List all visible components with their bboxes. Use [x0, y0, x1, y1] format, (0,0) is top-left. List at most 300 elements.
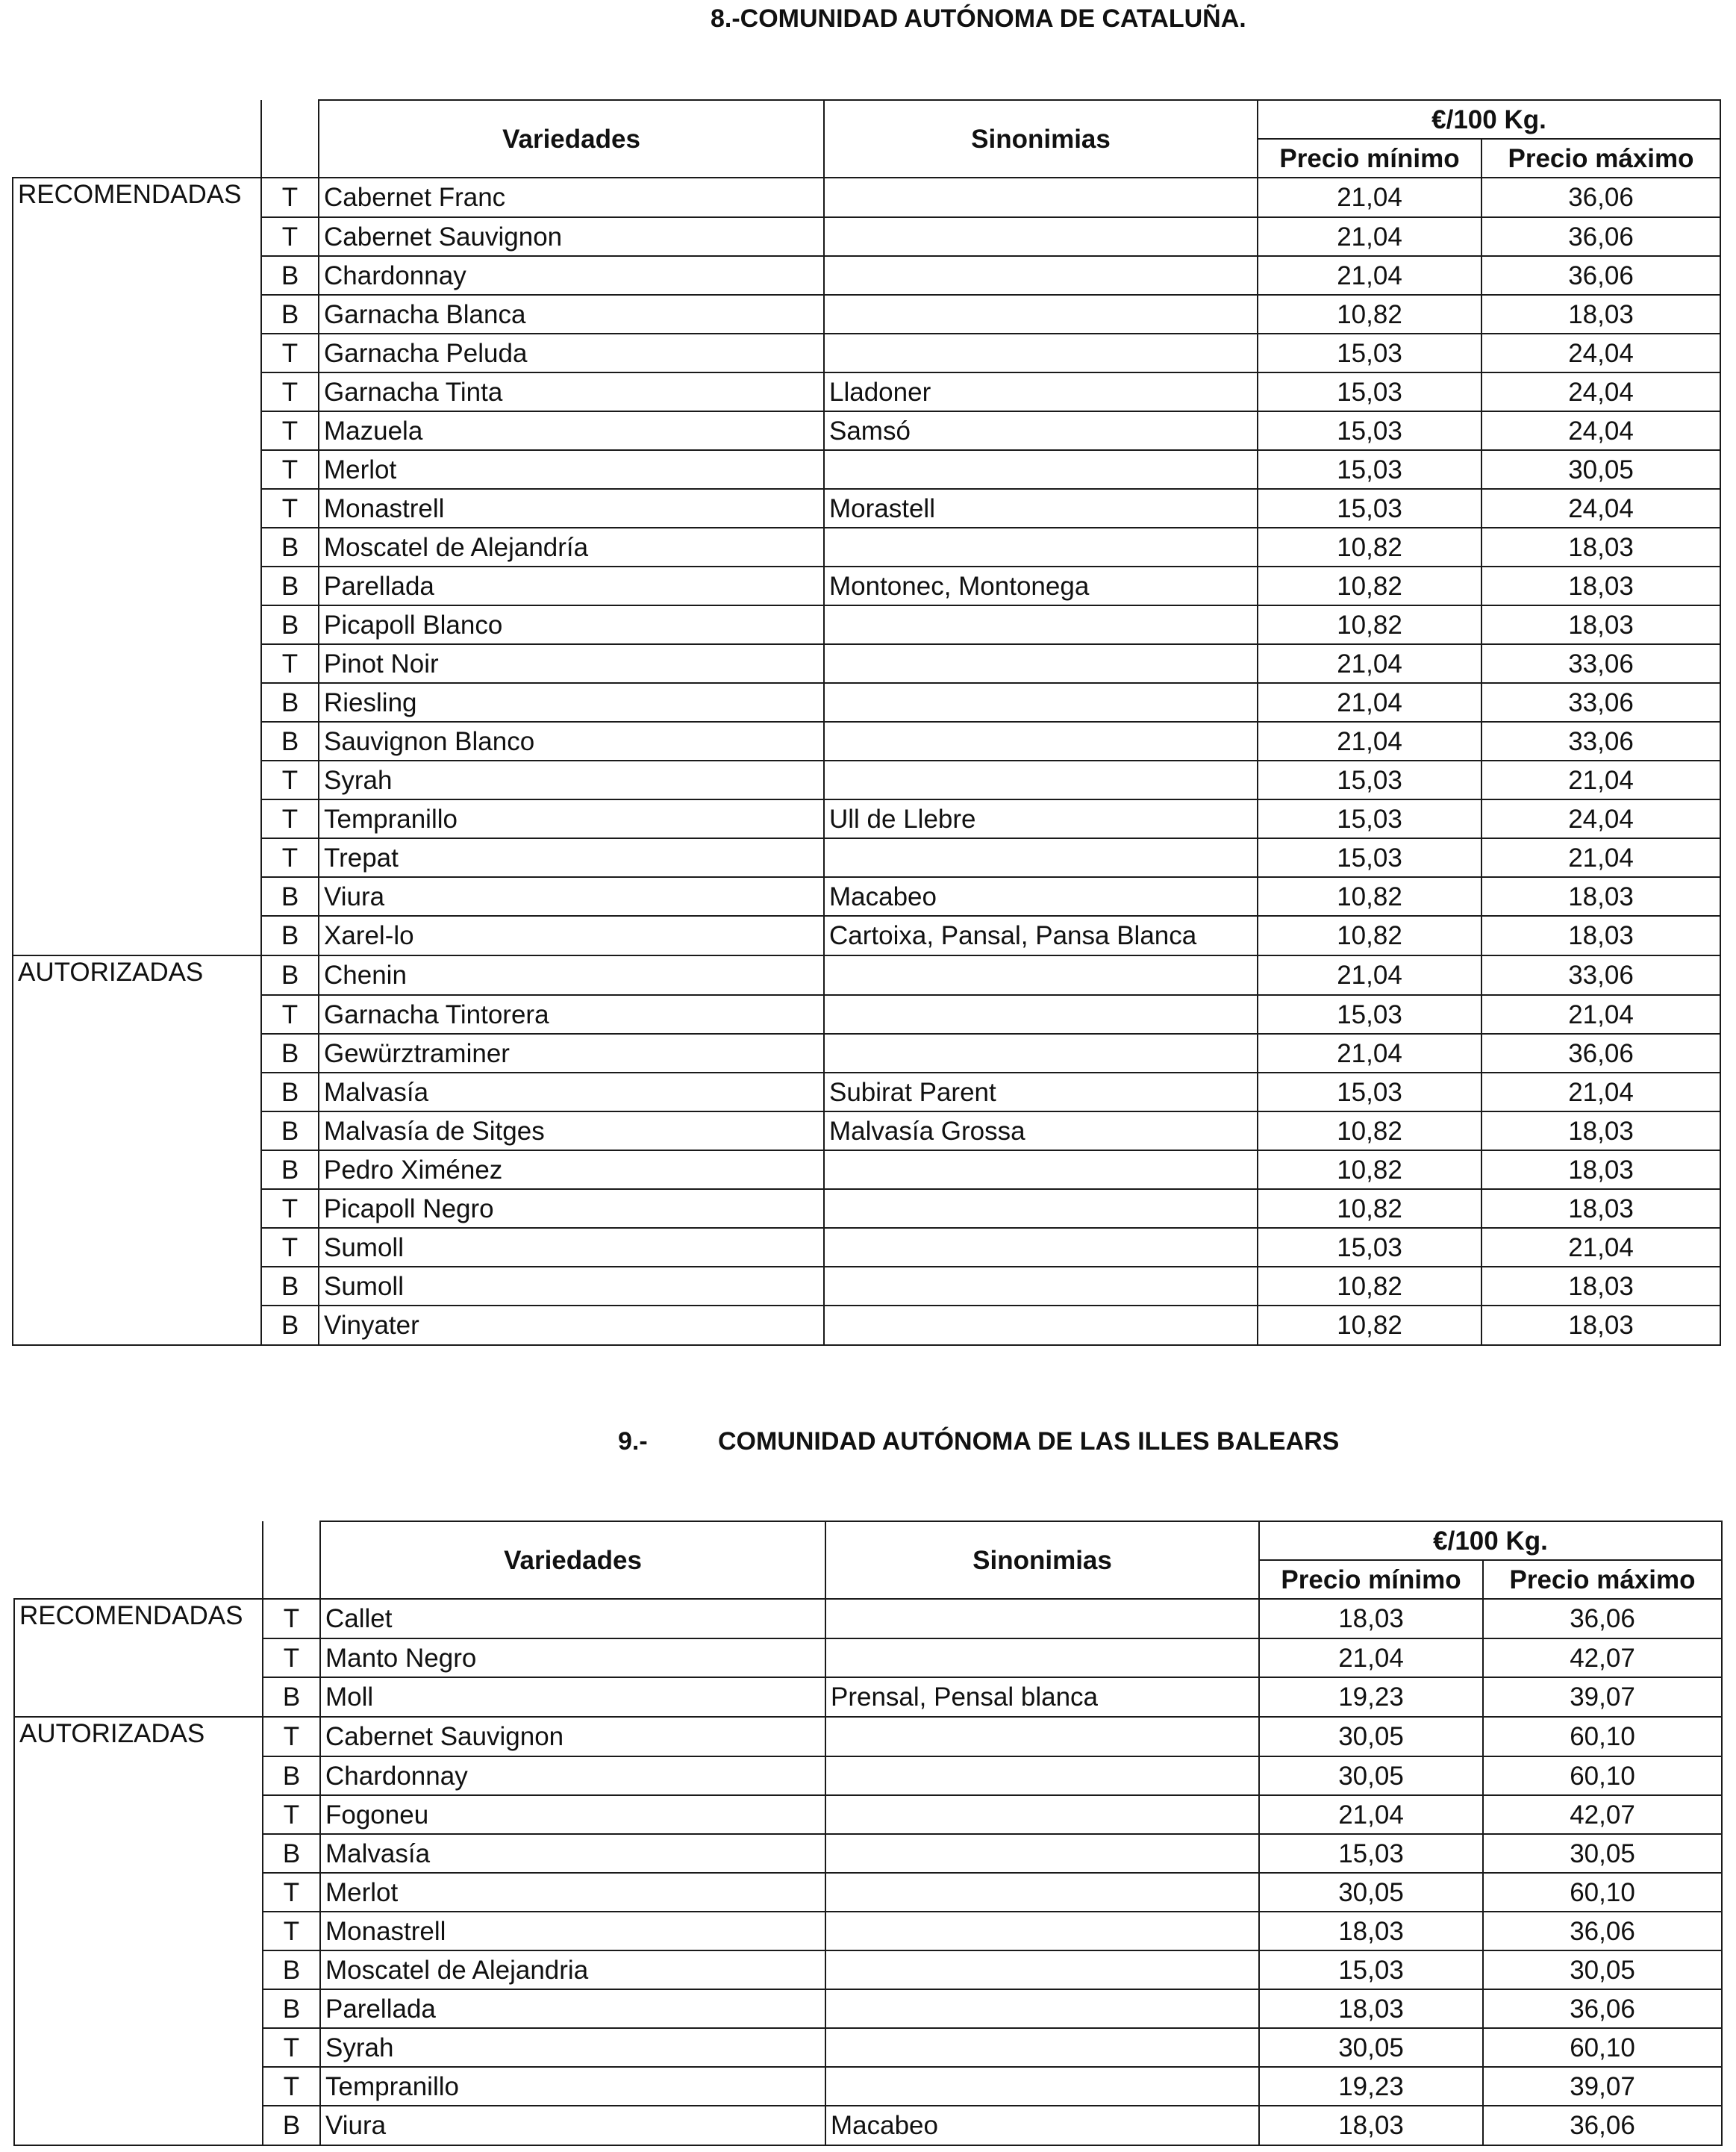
table-row — [13, 372, 1720, 411]
table-row — [13, 450, 1720, 489]
variety-cell: Syrah — [320, 2028, 825, 2067]
price-max-cell: 18,03 — [1481, 877, 1720, 916]
color-code-cell: B — [261, 1111, 319, 1150]
variety-cell: Gewürztraminer — [319, 1034, 824, 1073]
category-cell — [14, 2106, 263, 2145]
table-row — [13, 217, 1720, 256]
variety-cell: Monastrell — [320, 1912, 825, 1950]
category-cell — [13, 411, 261, 450]
price-min-cell: 15,03 — [1258, 761, 1481, 799]
price-max-cell: 60,10 — [1483, 2028, 1722, 2067]
price-min-cell: 21,04 — [1258, 644, 1481, 683]
price-max-cell: 21,04 — [1481, 761, 1720, 799]
price-min-cell: 15,03 — [1258, 838, 1481, 877]
price-min-cell: 10,82 — [1258, 1150, 1481, 1189]
variety-cell: Fogoneu — [320, 1795, 825, 1834]
color-code-cell: T — [261, 489, 319, 528]
synonyms-cell — [824, 605, 1258, 644]
table-row — [13, 761, 1720, 799]
color-code-cell: B — [261, 1034, 319, 1073]
price-max-cell: 24,04 — [1481, 334, 1720, 372]
synonyms-cell — [825, 1717, 1259, 1756]
price-min-cell: 15,03 — [1258, 489, 1481, 528]
variety-cell: Garnacha Peluda — [319, 334, 824, 372]
table-row — [14, 2106, 1722, 2145]
variety-cell: Chenin — [319, 955, 824, 995]
price-table-cataluna — [12, 99, 1721, 1346]
table-row — [14, 1638, 1722, 1677]
color-code-cell: B — [261, 295, 319, 334]
price-max-cell: 36,06 — [1481, 217, 1720, 256]
synonyms-cell — [825, 1599, 1259, 1638]
table-row — [13, 1189, 1720, 1228]
price-max-cell: 36,06 — [1483, 2106, 1722, 2145]
color-code-cell: T — [261, 995, 319, 1034]
price-min-cell: 30,05 — [1259, 1717, 1483, 1756]
table-row — [13, 334, 1720, 372]
table-body — [13, 100, 1720, 1345]
table-row — [13, 1073, 1720, 1111]
color-code-cell: B — [261, 567, 319, 605]
table-row — [14, 1677, 1722, 1717]
category-cell — [14, 1756, 263, 1795]
variety-cell: Merlot — [320, 1873, 825, 1912]
variety-cell: Picapoll Negro — [319, 1189, 824, 1228]
category-cell — [13, 799, 261, 838]
header-blank-cell — [13, 100, 261, 178]
category-cell — [14, 1677, 263, 1717]
category-cell — [13, 372, 261, 411]
category-cell — [13, 605, 261, 644]
synonyms-cell — [824, 683, 1258, 722]
category-cell — [13, 1267, 261, 1306]
variety-cell: Parellada — [319, 567, 824, 605]
category-cell — [13, 877, 261, 916]
color-code-cell: T — [261, 411, 319, 450]
category-cell — [13, 256, 261, 295]
table-row — [14, 1873, 1722, 1912]
category-label: RECOMENDADAS — [13, 178, 261, 217]
color-code-cell: B — [261, 1073, 319, 1111]
price-min-cell: 18,03 — [1259, 2106, 1483, 2145]
synonyms-cell — [825, 1873, 1259, 1912]
price-min-cell: 15,03 — [1258, 799, 1481, 838]
header-unit: €/100 Kg. — [1259, 1521, 1722, 1560]
header-precio-maximo: Precio máximo — [1481, 139, 1720, 178]
category-cell — [13, 644, 261, 683]
price-max-cell: 42,07 — [1483, 1795, 1722, 1834]
synonyms-cell — [825, 1756, 1259, 1795]
color-code-cell: B — [261, 1267, 319, 1306]
variety-cell: Cabernet Franc — [319, 178, 824, 217]
price-min-cell: 21,04 — [1258, 256, 1481, 295]
color-code-cell: T — [261, 1228, 319, 1267]
variety-cell: Malvasía — [320, 1834, 825, 1873]
variety-cell: Manto Negro — [320, 1638, 825, 1677]
color-code-cell: T — [261, 644, 319, 683]
section-8-title: 8.-COMUNIDAD AUTÓNOMA DE CATALUÑA. — [711, 4, 1246, 33]
price-min-cell: 21,04 — [1258, 1034, 1481, 1073]
price-max-cell: 36,06 — [1483, 1989, 1722, 2028]
color-code-cell: T — [263, 1912, 320, 1950]
price-max-cell: 39,07 — [1483, 1677, 1722, 1717]
category-cell — [13, 916, 261, 955]
color-code-cell: T — [263, 1795, 320, 1834]
price-max-cell: 33,06 — [1481, 722, 1720, 761]
price-min-cell: 19,23 — [1259, 2067, 1483, 2106]
variety-cell: Cabernet Sauvignon — [319, 217, 824, 256]
color-code-cell: T — [263, 1638, 320, 1677]
category-cell — [14, 1873, 263, 1912]
synonyms-cell: Malvasía Grossa — [824, 1111, 1258, 1150]
table-row — [14, 2028, 1722, 2067]
color-code-cell: T — [261, 217, 319, 256]
price-max-cell: 60,10 — [1483, 1756, 1722, 1795]
price-max-cell: 18,03 — [1481, 528, 1720, 567]
table-row — [13, 178, 1720, 217]
table-row — [13, 683, 1720, 722]
variety-cell: Moll — [320, 1677, 825, 1717]
price-max-cell: 18,03 — [1481, 567, 1720, 605]
color-code-cell: T — [261, 838, 319, 877]
synonyms-cell: Macabeo — [825, 2106, 1259, 2145]
category-cell — [13, 489, 261, 528]
price-max-cell: 36,06 — [1481, 1034, 1720, 1073]
synonyms-cell: Lladoner — [824, 372, 1258, 411]
price-min-cell: 30,05 — [1259, 1873, 1483, 1912]
table-row — [13, 1034, 1720, 1073]
category-cell — [13, 838, 261, 877]
price-max-cell: 39,07 — [1483, 2067, 1722, 2106]
price-min-cell: 10,82 — [1258, 1306, 1481, 1345]
price-min-cell: 30,05 — [1259, 1756, 1483, 1795]
color-code-cell: B — [261, 1306, 319, 1345]
synonyms-cell — [824, 1267, 1258, 1306]
price-max-cell: 42,07 — [1483, 1638, 1722, 1677]
synonyms-cell — [825, 1795, 1259, 1834]
header-variedades: Variedades — [319, 100, 824, 178]
synonyms-cell — [824, 955, 1258, 995]
category-cell — [13, 567, 261, 605]
category-cell — [13, 722, 261, 761]
price-max-cell: 18,03 — [1481, 1150, 1720, 1189]
synonyms-cell: Cartoixa, Pansal, Pansa Blanca — [824, 916, 1258, 955]
synonyms-cell — [825, 2067, 1259, 2106]
synonyms-cell — [824, 1306, 1258, 1345]
table-row — [13, 1111, 1720, 1150]
price-min-cell: 15,03 — [1258, 334, 1481, 372]
table-row — [14, 1756, 1722, 1795]
variety-cell: Moscatel de Alejandria — [320, 1950, 825, 1989]
section-9-title: COMUNIDAD AUTÓNOMA DE LAS ILLES BALEARS — [718, 1427, 1340, 1456]
variety-cell: Vinyater — [319, 1306, 824, 1345]
category-cell — [13, 1150, 261, 1189]
header-blank-cell — [261, 100, 319, 178]
table-row — [13, 877, 1720, 916]
synonyms-cell — [824, 761, 1258, 799]
price-max-cell: 21,04 — [1481, 838, 1720, 877]
price-max-cell: 18,03 — [1481, 1267, 1720, 1306]
synonyms-cell — [824, 295, 1258, 334]
variety-cell: Garnacha Blanca — [319, 295, 824, 334]
price-min-cell: 21,04 — [1258, 683, 1481, 722]
price-table-illes-balears — [13, 1521, 1723, 2146]
variety-cell: Pinot Noir — [319, 644, 824, 683]
category-cell — [14, 1912, 263, 1950]
header-row — [13, 100, 1720, 139]
category-cell — [13, 528, 261, 567]
color-code-cell: B — [261, 1150, 319, 1189]
color-code-cell: T — [263, 1873, 320, 1912]
price-min-cell: 10,82 — [1258, 916, 1481, 955]
category-cell — [13, 1034, 261, 1073]
price-max-cell: 18,03 — [1481, 1111, 1720, 1150]
synonyms-cell: Morastell — [824, 489, 1258, 528]
header-sinonimias: Sinonimias — [825, 1521, 1259, 1599]
color-code-cell: T — [263, 2028, 320, 2067]
table-row — [13, 567, 1720, 605]
category-cell — [13, 1073, 261, 1111]
synonyms-cell — [824, 334, 1258, 372]
variety-cell: Syrah — [319, 761, 824, 799]
category-cell — [13, 683, 261, 722]
price-max-cell: 18,03 — [1481, 916, 1720, 955]
color-code-cell: B — [263, 1950, 320, 1989]
price-min-cell: 30,05 — [1259, 2028, 1483, 2067]
table-row — [13, 916, 1720, 955]
variety-cell: Garnacha Tinta — [319, 372, 824, 411]
color-code-cell: B — [263, 1756, 320, 1795]
category-cell — [14, 1795, 263, 1834]
color-code-cell: T — [261, 178, 319, 217]
variety-cell: Xarel-lo — [319, 916, 824, 955]
category-cell — [13, 1111, 261, 1150]
color-code-cell: T — [263, 1717, 320, 1756]
color-code-cell: T — [261, 799, 319, 838]
price-min-cell: 21,04 — [1258, 722, 1481, 761]
header-precio-minimo: Precio mínimo — [1258, 139, 1481, 178]
color-code-cell: B — [261, 605, 319, 644]
variety-cell: Malvasía de Sitges — [319, 1111, 824, 1150]
table-row — [14, 1795, 1722, 1834]
price-max-cell: 21,04 — [1481, 1073, 1720, 1111]
category-cell — [13, 761, 261, 799]
price-max-cell: 36,06 — [1483, 1912, 1722, 1950]
synonyms-cell — [824, 995, 1258, 1034]
price-min-cell: 10,82 — [1258, 528, 1481, 567]
table-row — [13, 799, 1720, 838]
table-row — [13, 411, 1720, 450]
variety-cell: Viura — [320, 2106, 825, 2145]
price-min-cell: 21,04 — [1258, 178, 1481, 217]
color-code-cell: B — [261, 722, 319, 761]
synonyms-cell: Montonec, Montonega — [824, 567, 1258, 605]
price-min-cell: 10,82 — [1258, 1111, 1481, 1150]
price-max-cell: 36,06 — [1481, 256, 1720, 295]
category-cell — [14, 1638, 263, 1677]
table-row — [13, 295, 1720, 334]
price-max-cell: 30,05 — [1481, 450, 1720, 489]
section-9-number: 9.- — [618, 1427, 648, 1456]
synonyms-cell — [825, 1950, 1259, 1989]
price-max-cell: 33,06 — [1481, 683, 1720, 722]
category-cell — [13, 334, 261, 372]
price-min-cell: 10,82 — [1258, 605, 1481, 644]
color-code-cell: T — [261, 1189, 319, 1228]
color-code-cell: B — [261, 916, 319, 955]
synonyms-cell — [824, 217, 1258, 256]
table-row — [14, 1989, 1722, 2028]
variety-cell: Tempranillo — [319, 799, 824, 838]
color-code-cell: B — [261, 528, 319, 567]
price-min-cell: 10,82 — [1258, 1267, 1481, 1306]
price-min-cell: 15,03 — [1258, 1228, 1481, 1267]
price-max-cell: 21,04 — [1481, 1228, 1720, 1267]
price-max-cell: 24,04 — [1481, 372, 1720, 411]
header-row — [14, 1521, 1722, 1560]
synonyms-cell: Subirat Parent — [824, 1073, 1258, 1111]
header-variedades: Variedades — [320, 1521, 825, 1599]
table-row — [13, 838, 1720, 877]
table-row — [13, 528, 1720, 567]
synonyms-cell — [824, 450, 1258, 489]
category-cell — [13, 217, 261, 256]
category-label: AUTORIZADAS — [13, 955, 261, 995]
synonyms-cell: Macabeo — [824, 877, 1258, 916]
synonyms-cell — [825, 1989, 1259, 2028]
synonyms-cell — [825, 1912, 1259, 1950]
color-code-cell: B — [261, 877, 319, 916]
variety-cell: Chardonnay — [320, 1756, 825, 1795]
variety-cell: Parellada — [320, 1989, 825, 2028]
category-cell — [14, 2067, 263, 2106]
color-code-cell: B — [261, 256, 319, 295]
category-cell — [13, 450, 261, 489]
variety-cell: Moscatel de Alejandría — [319, 528, 824, 567]
table-row — [13, 722, 1720, 761]
synonyms-cell — [824, 1034, 1258, 1073]
category-cell — [14, 1950, 263, 1989]
price-max-cell: 33,06 — [1481, 644, 1720, 683]
table-row — [13, 605, 1720, 644]
price-max-cell: 18,03 — [1481, 1306, 1720, 1345]
table-row — [14, 1717, 1722, 1756]
price-max-cell: 24,04 — [1481, 411, 1720, 450]
price-max-cell: 21,04 — [1481, 995, 1720, 1034]
price-max-cell: 24,04 — [1481, 489, 1720, 528]
table-row — [14, 1599, 1722, 1638]
table-row — [13, 1150, 1720, 1189]
variety-cell: Riesling — [319, 683, 824, 722]
category-label: RECOMENDADAS — [14, 1599, 263, 1638]
price-max-cell: 36,06 — [1483, 1599, 1722, 1638]
category-cell — [13, 1306, 261, 1345]
price-max-cell: 30,05 — [1483, 1834, 1722, 1873]
header-precio-minimo: Precio mínimo — [1259, 1560, 1483, 1599]
price-min-cell: 21,04 — [1258, 955, 1481, 995]
price-max-cell: 60,10 — [1483, 1717, 1722, 1756]
synonyms-cell: Samsó — [824, 411, 1258, 450]
synonyms-cell — [824, 1228, 1258, 1267]
variety-cell: Garnacha Tintorera — [319, 995, 824, 1034]
price-max-cell: 24,04 — [1481, 799, 1720, 838]
header-unit: €/100 Kg. — [1258, 100, 1720, 139]
color-code-cell: B — [263, 1989, 320, 2028]
table-row — [14, 1834, 1722, 1873]
table-body — [14, 1521, 1722, 2145]
synonyms-cell — [825, 1834, 1259, 1873]
variety-cell: Viura — [319, 877, 824, 916]
price-min-cell: 19,23 — [1259, 1677, 1483, 1717]
price-max-cell: 18,03 — [1481, 1189, 1720, 1228]
category-cell — [14, 1834, 263, 1873]
synonyms-cell — [824, 838, 1258, 877]
variety-cell: Chardonnay — [319, 256, 824, 295]
synonyms-cell — [824, 178, 1258, 217]
category-cell — [13, 995, 261, 1034]
color-code-cell: T — [261, 372, 319, 411]
price-min-cell: 10,82 — [1258, 295, 1481, 334]
price-min-cell: 15,03 — [1258, 411, 1481, 450]
category-cell — [14, 1989, 263, 2028]
header-blank-cell — [14, 1521, 263, 1599]
variety-cell: Sumoll — [319, 1228, 824, 1267]
synonyms-cell — [824, 722, 1258, 761]
header-blank-cell — [263, 1521, 320, 1599]
header-sinonimias: Sinonimias — [824, 100, 1258, 178]
price-min-cell: 15,03 — [1258, 1073, 1481, 1111]
synonyms-cell — [825, 1638, 1259, 1677]
price-max-cell: 60,10 — [1483, 1873, 1722, 1912]
price-max-cell: 18,03 — [1481, 295, 1720, 334]
price-max-cell: 33,06 — [1481, 955, 1720, 995]
variety-cell: Picapoll Blanco — [319, 605, 824, 644]
price-min-cell: 15,03 — [1258, 450, 1481, 489]
table-row — [13, 489, 1720, 528]
color-code-cell: T — [263, 2067, 320, 2106]
variety-cell: Callet — [320, 1599, 825, 1638]
variety-cell: Malvasía — [319, 1073, 824, 1111]
variety-cell: Merlot — [319, 450, 824, 489]
synonyms-cell — [824, 256, 1258, 295]
table-row — [14, 1950, 1722, 1989]
price-min-cell: 21,04 — [1259, 1638, 1483, 1677]
synonyms-cell — [824, 1189, 1258, 1228]
color-code-cell: B — [263, 1677, 320, 1717]
category-label: AUTORIZADAS — [14, 1717, 263, 1756]
synonyms-cell — [824, 528, 1258, 567]
table-row — [13, 955, 1720, 995]
table-row — [13, 1306, 1720, 1345]
variety-cell: Trepat — [319, 838, 824, 877]
category-cell — [13, 1189, 261, 1228]
table-row — [14, 2067, 1722, 2106]
variety-cell: Monastrell — [319, 489, 824, 528]
color-code-cell: B — [261, 955, 319, 995]
price-min-cell: 15,03 — [1259, 1834, 1483, 1873]
color-code-cell: B — [263, 1834, 320, 1873]
color-code-cell: T — [261, 334, 319, 372]
color-code-cell: B — [261, 683, 319, 722]
price-min-cell: 21,04 — [1259, 1795, 1483, 1834]
price-min-cell: 15,03 — [1259, 1950, 1483, 1989]
variety-cell: Sumoll — [319, 1267, 824, 1306]
synonyms-cell: Ull de Llebre — [824, 799, 1258, 838]
price-min-cell: 18,03 — [1259, 1599, 1483, 1638]
price-min-cell: 10,82 — [1258, 567, 1481, 605]
synonyms-cell — [825, 2028, 1259, 2067]
category-cell — [13, 295, 261, 334]
